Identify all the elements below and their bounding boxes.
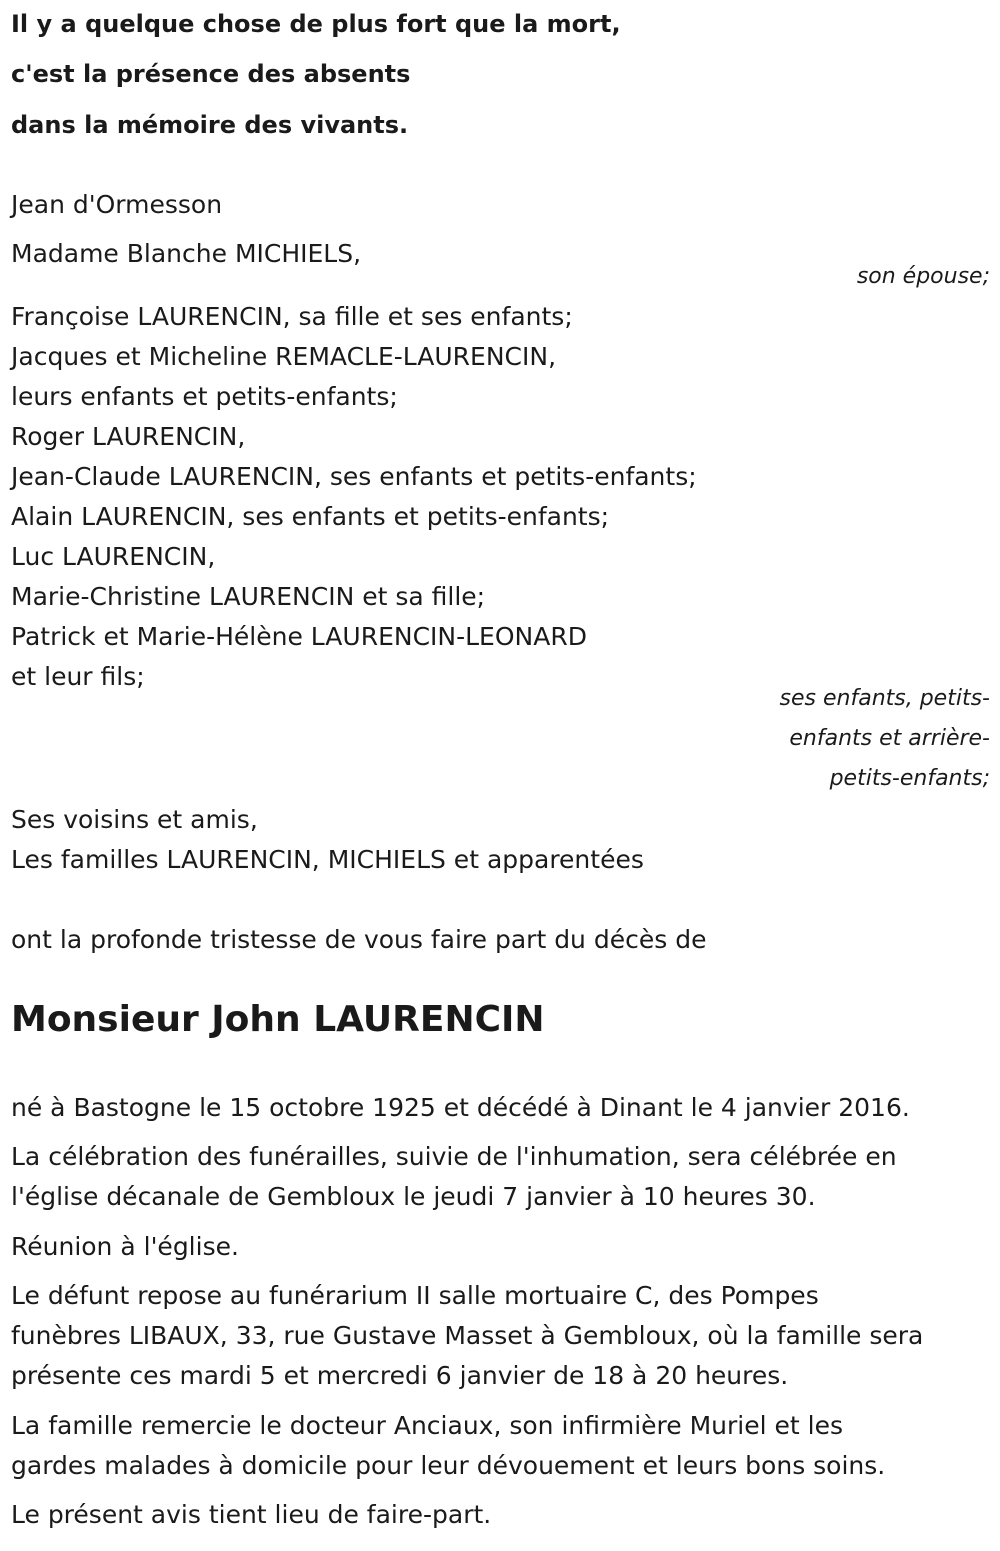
family-member: Marie-Christine LAURENCIN et sa fille; <box>11 582 486 611</box>
detail-line: gardes malades à domicile pour leur dévouement et leurs bons soins. <box>11 1451 886 1480</box>
detail-line: Le défunt repose au funérarium II salle mortuaire C, des Pompes <box>11 1281 819 1310</box>
announcement: ont la profonde tristesse de vous faire part du décès de <box>11 925 707 954</box>
family-member: leurs enfants et petits-enfants; <box>11 382 398 411</box>
family-member: Roger LAURENCIN, <box>11 422 246 451</box>
quote-line-2: c'est la présence des absents <box>11 60 411 88</box>
deceased-name: Monsieur John LAURENCIN <box>11 999 545 1040</box>
detail-line: l'église décanale de Gembloux le jeudi 7 janvier à 10 heures 30. <box>11 1182 816 1211</box>
members-role-line-3: petits-enfants; <box>829 766 990 791</box>
family-member: Luc LAURENCIN, <box>11 542 216 571</box>
detail-line: La famille remercie le docteur Anciaux, son infirmière Muriel et les <box>11 1411 843 1440</box>
family-member: Françoise LAURENCIN, sa fille et ses enfants; <box>11 302 573 331</box>
detail-line: Réunion à l'église. <box>11 1232 239 1261</box>
members-role-line-2: enfants et arrière- <box>789 726 990 751</box>
spouse-role: son épouse; <box>856 264 990 289</box>
detail-line: funèbres LIBAUX, 33, rue Gustave Masset à Gembloux, où la famille sera <box>11 1321 924 1350</box>
members-role-line-1: ses enfants, petits- <box>779 686 990 711</box>
family-member: Alain LAURENCIN, ses enfants et petits-enfants; <box>11 502 610 531</box>
family-member: et leur fils; <box>11 662 145 691</box>
detail-line: présente ces mardi 5 et mercredi 6 janvier de 18 à 20 heures. <box>11 1361 789 1390</box>
quote-author: Jean d'Ormesson <box>11 190 223 219</box>
others-line-2: Les familles LAURENCIN, MICHIELS et apparentées <box>11 845 644 874</box>
quote-line-1: Il y a quelque chose de plus fort que la mort, <box>11 10 621 38</box>
others-line-1: Ses voisins et amis, <box>11 805 258 834</box>
detail-line: Le présent avis tient lieu de faire-part. <box>11 1500 492 1529</box>
quote-line-3: dans la mémoire des vivants. <box>11 111 409 139</box>
detail-line: La célébration des funérailles, suivie de l'inhumation, sera célébrée en <box>11 1142 897 1171</box>
family-member: Jacques et Micheline REMACLE-LAURENCIN, <box>11 342 557 371</box>
spouse-name: Madame Blanche MICHIELS, <box>11 239 362 268</box>
family-member: Patrick et Marie-Hélène LAURENCIN-LEONARD <box>11 622 587 651</box>
family-member: Jean-Claude LAURENCIN, ses enfants et petits-enfants; <box>11 462 697 491</box>
detail-line: né à Bastogne le 15 octobre 1925 et décédé à Dinant le 4 janvier 2016. <box>11 1093 910 1122</box>
